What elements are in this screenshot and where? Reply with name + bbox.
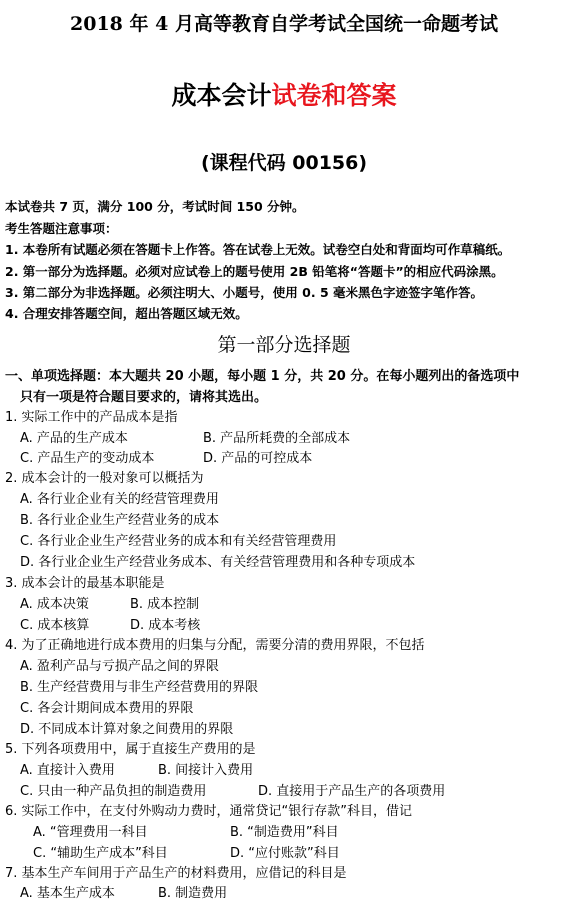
note-item: 2. 第一部分为选择题。必须对应试卷上的题号使用 2B 铅笔将“答题卡”的相应代码涂黑。 bbox=[5, 264, 504, 279]
question-stem: 5. 下列各项费用中，属于直接生产费用的是 bbox=[5, 742, 256, 757]
option-c: C. “辅助生产成本”科目 bbox=[33, 846, 168, 861]
option-d: D. 各行业企业生产经营业务成本、有关经营管理费用和各种专项成本 bbox=[20, 555, 416, 570]
section-heading-cont: 只有一项是符合题目要求的，请将其选出。 bbox=[20, 390, 268, 405]
option-b: B. 间接计入费用 bbox=[158, 763, 254, 778]
option-d: D. 不同成本计算对象之间费用的界限 bbox=[20, 722, 234, 737]
option-b: B. 制造费用 bbox=[158, 886, 228, 901]
question-stem: 1. 实际工作中的产品成本是指 bbox=[5, 410, 178, 425]
exam-title: 2018 年 4 月高等教育自学考试全国统一命题考试 bbox=[70, 13, 498, 35]
question-stem: 4. 为了正确地进行成本费用的归集与分配，需要分清的费用界限，不包括 bbox=[5, 638, 425, 653]
question-stem: 2. 成本会计的一般对象可以概括为 bbox=[5, 471, 204, 486]
option-a: A. 基本生产成本 bbox=[20, 886, 115, 901]
option-a: A. 各行业企业有关的经营管理费用 bbox=[20, 492, 219, 507]
option-d: D. “应付账款”科目 bbox=[230, 846, 340, 861]
option-b: B. “制造费用”科目 bbox=[230, 825, 339, 840]
option-d: D. 成本考核 bbox=[130, 618, 201, 633]
section-heading: 一、单项选择题：本大题共 20 小题，每小题 1 分，共 20 分。在每小题列出的备选项中 bbox=[5, 369, 520, 384]
note-item: 1. 本卷所有试题必须在答题卡上作答。答在试卷上无效。试卷空白处和背面均可作草稿纸。 bbox=[5, 242, 511, 257]
option-b: B. 生产经营费用与非生产经营费用的界限 bbox=[20, 680, 259, 695]
option-c: C. 只由一种产品负担的制造费用 bbox=[20, 784, 207, 799]
option-a: A. 成本决策 bbox=[20, 597, 89, 612]
notes-title: 考生答题注意事项： bbox=[5, 221, 118, 236]
note-item: 4. 合理安排答题空间，超出答题区域无效。 bbox=[5, 306, 248, 321]
option-b: B. 产品所耗费的全部成本 bbox=[203, 431, 351, 446]
option-c: C. 各行业企业生产经营业务的成本和有关经营管理费用 bbox=[20, 534, 337, 549]
option-c: C. 成本核算 bbox=[20, 618, 90, 633]
course-code: (课程代码 00156) bbox=[200, 152, 368, 174]
option-d: D. 直接用于产品生产的各项费用 bbox=[258, 784, 446, 799]
note-item: 3. 第二部分为非选择题。必须注明大、小题号，使用 0. 5 毫米黑色字迹签字笔作答。 bbox=[5, 285, 483, 300]
option-b: B. 成本控制 bbox=[130, 597, 200, 612]
option-d: D. 产品的可控成本 bbox=[203, 451, 313, 466]
option-a: A. “管理费用一科目 bbox=[33, 825, 148, 840]
option-a: A. 直接计入费用 bbox=[20, 763, 115, 778]
option-c: C. 产品生产的变动成本 bbox=[20, 451, 155, 466]
question-stem: 6. 实际工作中，在支付外购动力费时，通常贷记“银行存款”科目，借记 bbox=[5, 804, 413, 819]
subject-name: 成本会计 bbox=[171, 81, 272, 110]
question-stem: 3. 成本会计的最基本职能是 bbox=[5, 576, 165, 591]
exam-intro: 本试卷共 7 页，满分 100 分，考试时间 150 分钟。 bbox=[5, 199, 305, 214]
part-title: 第一部分选择题 bbox=[217, 334, 351, 356]
paper-title bbox=[0, 76, 568, 112]
option-a: A. 盈利产品与亏损产品之间的界限 bbox=[20, 659, 219, 674]
option-c: C. 各会计期间成本费用的界限 bbox=[20, 701, 194, 716]
option-b: B. 各行业企业生产经营业务的成本 bbox=[20, 513, 220, 528]
paper-title-suffix: 试卷和答案 bbox=[271, 81, 397, 110]
option-a: A. 产品的生产成本 bbox=[20, 431, 128, 446]
question-stem: 7. 基本生产车间用于产品生产的材料费用，应借记的科目是 bbox=[5, 866, 347, 881]
